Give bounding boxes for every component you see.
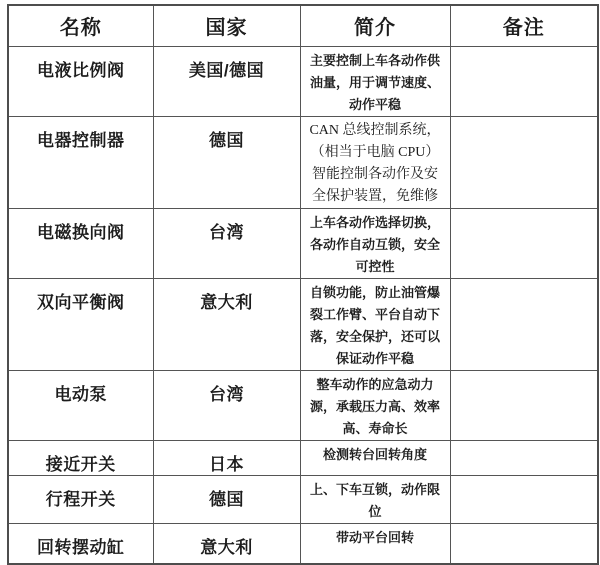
- cell-name: 行程开关: [8, 475, 153, 523]
- cell-country: 德国: [153, 475, 300, 523]
- cell-country: 意大利: [153, 278, 300, 370]
- cell-name: 电液比例阀: [8, 46, 153, 116]
- cell-country: 日本: [153, 440, 300, 475]
- cell-note: [450, 440, 598, 475]
- cell-name: 电磁换向阀: [8, 208, 153, 278]
- cell-note: [450, 278, 598, 370]
- cell-note: [450, 370, 598, 440]
- cell-intro: 检测转台回转角度: [300, 440, 450, 475]
- table-row: [8, 278, 598, 370]
- cell-name: 电器控制器: [8, 116, 153, 208]
- header-cell-name: 名称: [8, 5, 153, 46]
- table-row: [8, 208, 598, 278]
- cell-note: [450, 475, 598, 523]
- cell-note: [450, 116, 598, 208]
- header-cell-note: 备注: [450, 5, 598, 46]
- table-row: [8, 475, 598, 523]
- header-cell-intro: 简介: [300, 5, 450, 46]
- cell-name: 接近开关: [8, 440, 153, 475]
- table-row: [8, 440, 598, 475]
- cell-country: 德国: [153, 116, 300, 208]
- table-row: [8, 370, 598, 440]
- cell-note: [450, 208, 598, 278]
- table-row: [8, 523, 598, 564]
- cell-name: 双向平衡阀: [8, 278, 153, 370]
- cell-intro: 上、下车互锁，动作限位: [300, 475, 450, 523]
- cell-country: 台湾: [153, 370, 300, 440]
- cell-intro: 整车动作的应急动力源，承载压力高、效率高、寿命长: [300, 370, 450, 440]
- table-header-row: [8, 5, 598, 46]
- table-row: [8, 116, 598, 208]
- cell-intro: CAN 总线控制系统，（相当于电脑 CPU）智能控制各动作及安全保护装置，免维修: [300, 116, 450, 208]
- cell-country: 美国/德国: [153, 46, 300, 116]
- cell-country: 意大利: [153, 523, 300, 564]
- cell-note: [450, 46, 598, 116]
- cell-note: [450, 523, 598, 564]
- cell-intro: 自锁功能，防止油管爆裂工作臂、平台自动下落，安全保护，还可以保证动作平稳: [300, 278, 450, 370]
- header-cell-country: 国家: [153, 5, 300, 46]
- cell-name: 电动泵: [8, 370, 153, 440]
- cell-intro: 带动平台回转: [300, 523, 450, 564]
- cell-intro: 上车各动作选择切换，各动作自动互锁，安全可控性: [300, 208, 450, 278]
- cell-name: 回转摆动缸: [8, 523, 153, 564]
- cell-intro: 主要控制上车各动作供油量，用于调节速度、动作平稳: [300, 46, 450, 116]
- table-row: [8, 46, 598, 116]
- cell-country: 台湾: [153, 208, 300, 278]
- component-spec-table: [7, 4, 599, 565]
